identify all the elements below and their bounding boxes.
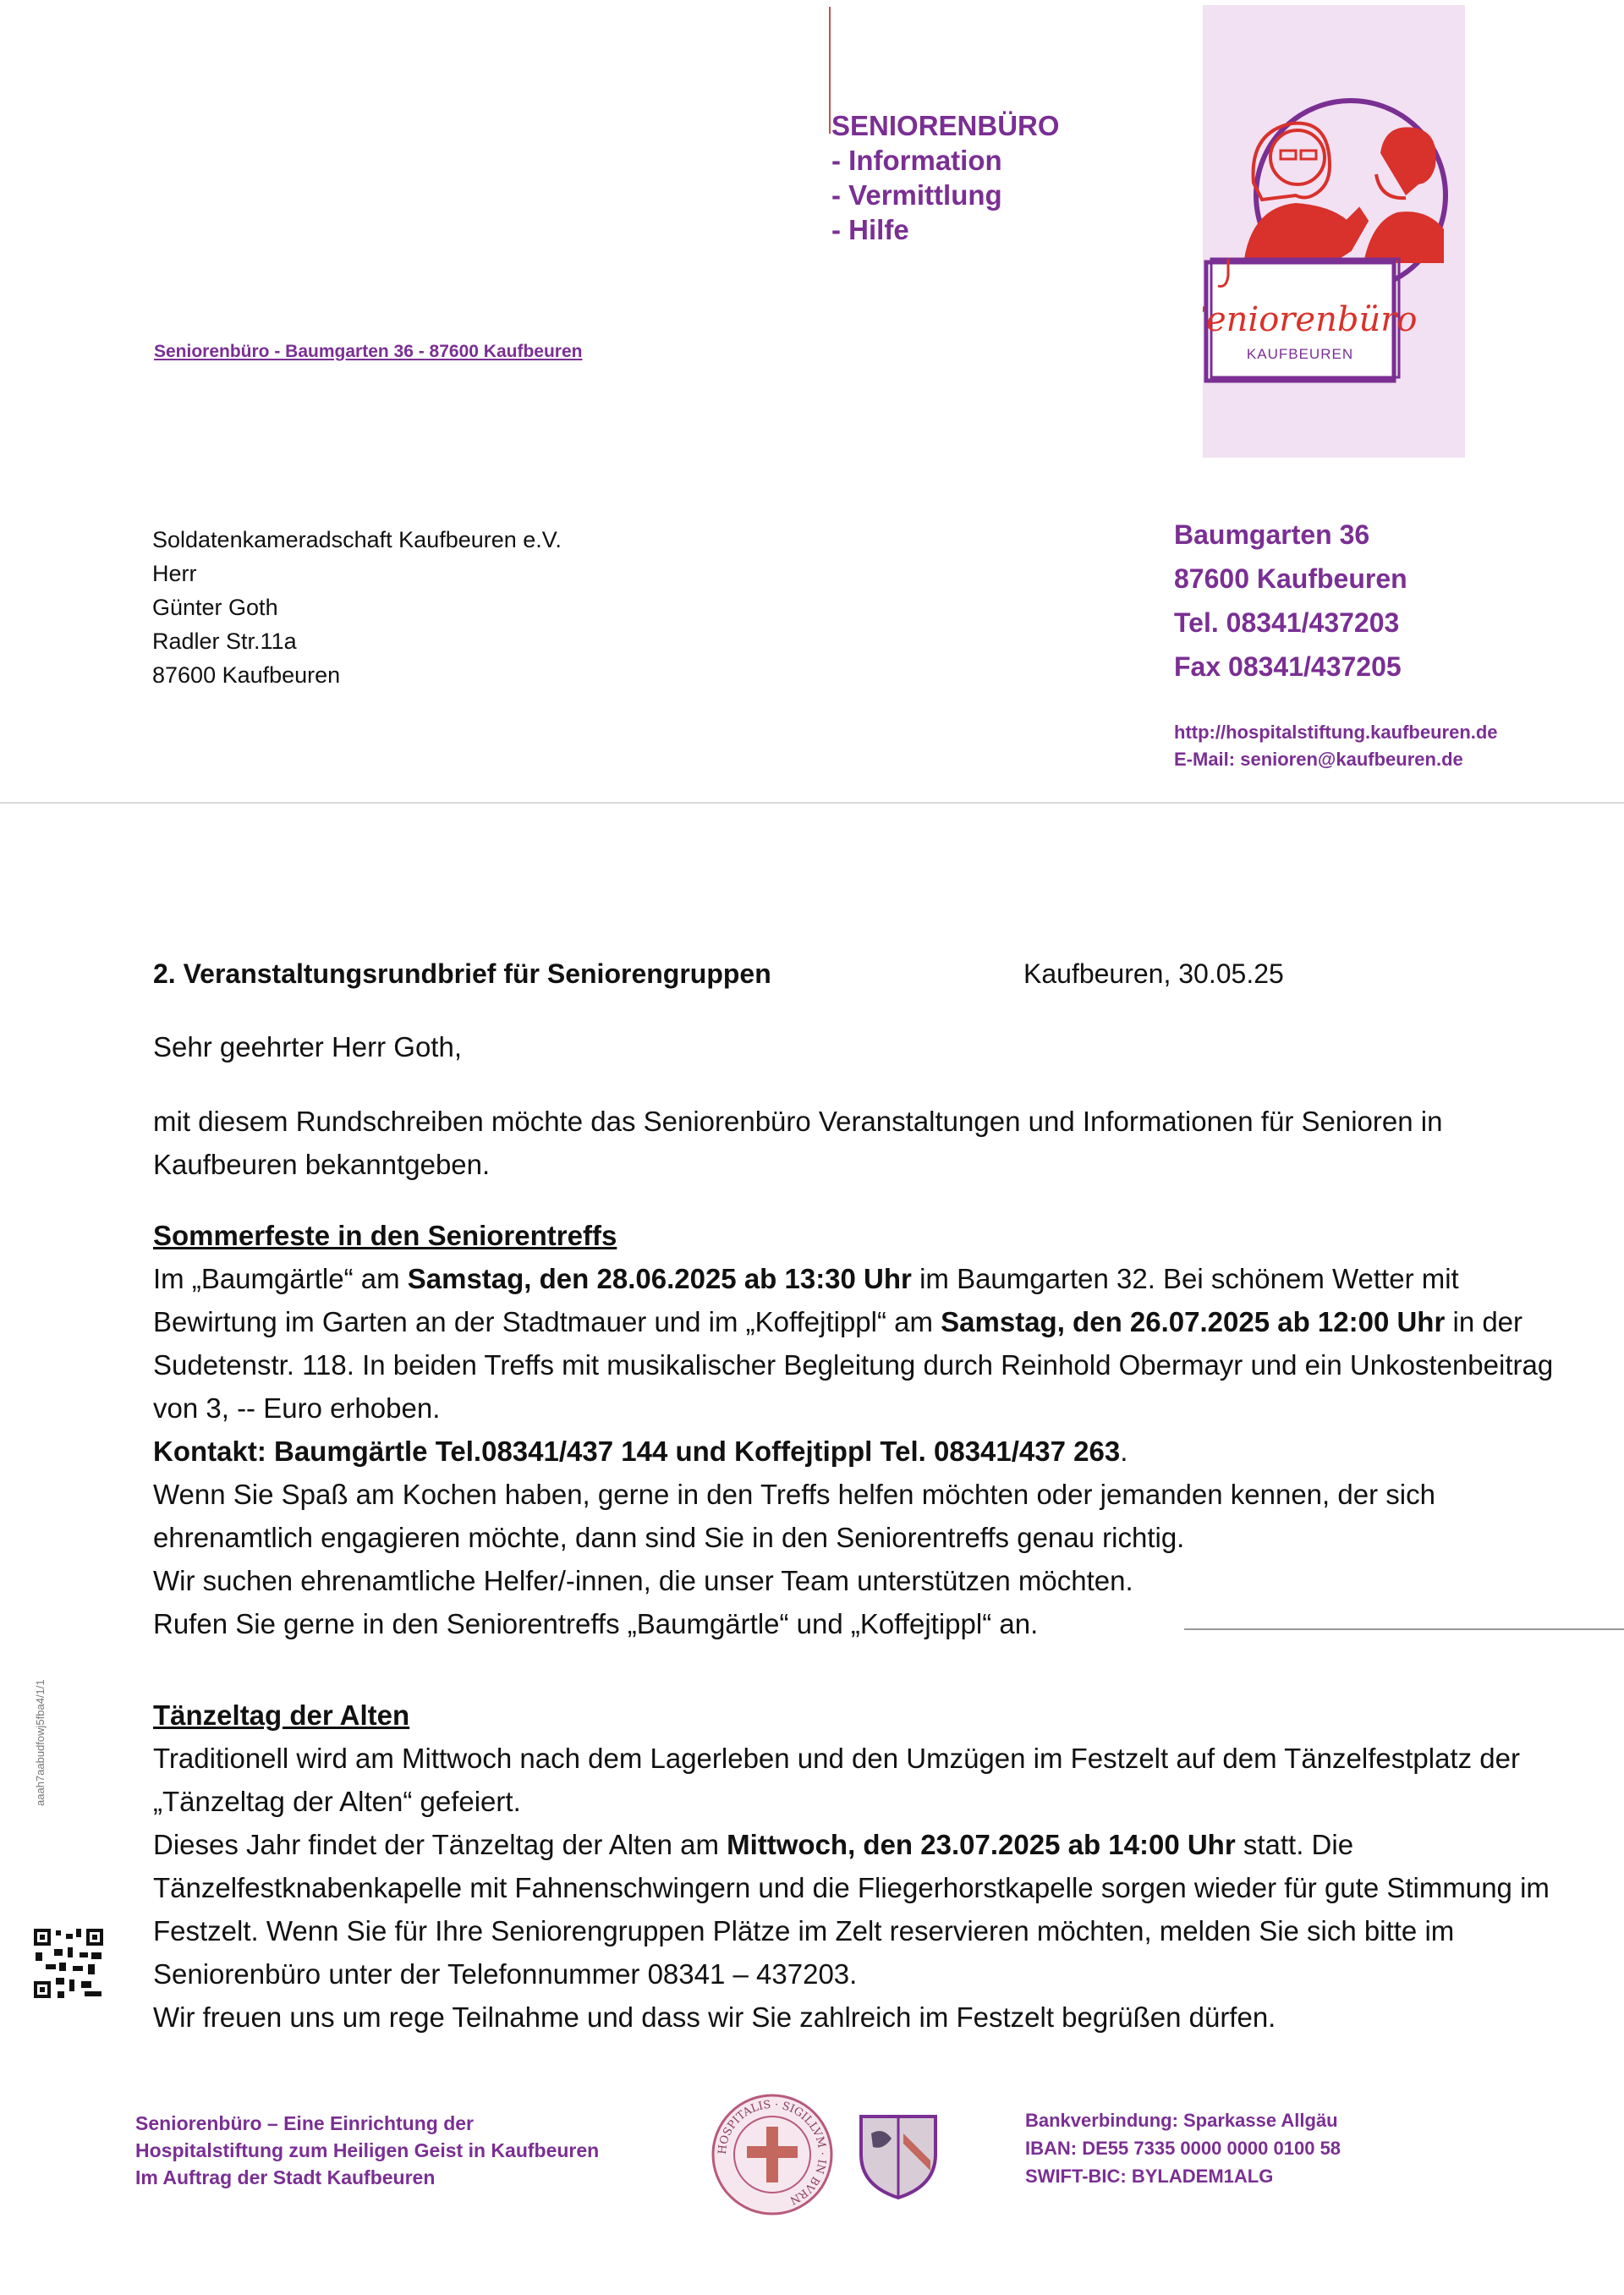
section-paragraph: Rufen Sie gerne in den Seniorentreffs „Baumgärtle“ und „Koffejtippl“ an. xyxy=(153,1608,1039,1639)
section-paragraph: Dieses Jahr findet der Tänzeltag der Alten am Mittwoch, den 23.07.2025 ab 14:00 Uhr statt. Die Tänzelfestknabenkapelle mit Fahnenschwingern und die Fliegerhorstkapelle sorgen wieder für gute Stimmung im Festzelt. Wenn Sie für Ihre Seniorengruppen Plätze im Zelt reservieren möchten, melden Sie sich bitte im Seniorenbüro unter der Telefonnummer 08341 – 437203. xyxy=(153,1829,1550,1990)
footer-line: Im Auftrag der Stadt Kaufbeuren xyxy=(135,2166,436,2188)
section-paragraph: Wenn Sie Spaß am Kochen haben, gerne in den Treffs helfen möchten oder jemanden kennen, der sich ehrenamtlich engagieren möchte, dann sind Sie in den Seniorentreffs genau richtig. xyxy=(153,1479,1435,1553)
contact-website: http://hospitalstiftung.kaufbeuren.de xyxy=(1174,722,1498,743)
letterhead-line-1: - Information xyxy=(831,145,1002,176)
recipient-line: Günter Goth xyxy=(152,595,278,620)
section-paragraph: Wir suchen ehrenamtliche Helfer/-innen, die unser Team unterstützen möchten. xyxy=(153,1565,1133,1596)
contact-block xyxy=(1174,513,1407,689)
intro-paragraph xyxy=(153,1100,1540,1186)
footer-bank-line: Bankverbindung: Sparkasse Allgäu xyxy=(1025,2110,1338,2131)
letterhead-divider xyxy=(829,7,831,134)
salutation-text: Sehr geehrter Herr Goth, xyxy=(153,1031,462,1062)
footer-organization xyxy=(135,2110,599,2191)
letterhead-text xyxy=(831,108,1060,247)
logo-subtext: KAUFBEUREN xyxy=(1246,346,1354,362)
qr-code-icon xyxy=(32,1927,105,2000)
sender-return-address: Seniorenbüro - Baumgarten 36 - 87600 Kaufbeuren xyxy=(154,342,583,361)
hospital-seal-icon xyxy=(709,2091,836,2222)
letter-subject: 2. Veranstaltungsrundbrief für Seniorengruppen xyxy=(153,958,771,989)
recipient-line: Radler Str.11a xyxy=(152,629,297,654)
intro-text: mit diesem Rundschreiben möchte das Seniorenbüro Veranstaltungen und Informationen für Senioren in Kaufbeuren bekanntgeben. xyxy=(153,1106,1443,1180)
section-paragraph: Traditionell wird am Mittwoch nach dem Lagerleben und den Umzügen im Festzelt auf dem Tänzelfestplatz der „Tänzeltag der Alten“ gefeiert. xyxy=(153,1743,1520,1817)
contact-fax: Fax 08341/437205 xyxy=(1174,651,1402,682)
section-sommerfeste xyxy=(153,1214,1574,1645)
letterhead-line-2: - Vermittlung xyxy=(831,179,1002,211)
section-paragraph: Wir freuen uns um rege Teilnahme und dass wir Sie zahlreich im Festzelt begrüßen dürfen. xyxy=(153,2001,1276,2033)
section-taenzeltag xyxy=(153,1694,1574,2039)
footer-line: Hospitalstiftung zum Heiligen Geist in Kaufbeuren xyxy=(135,2139,600,2161)
city-crest-icon xyxy=(854,2108,942,2205)
logo xyxy=(1203,5,1465,458)
contact-web-block xyxy=(1174,719,1498,773)
contact-email: E-Mail: senioren@kaufbeuren.de xyxy=(1174,749,1463,770)
section-paragraph: Im „Baumgärtle“ am Samstag, den 28.06.2025 ab 13:30 Uhr im Baumgarten 32. Bei schönem Wetter mit Bewirtung im Garten an der Stadtmauer und im „Koffejtippl“ am Samstag, den 26.07.2025 ab 12:00 Uhr in der Sudetenstr. 118. In beiden Treffs mit musikalischer Begleitung durch Reinhold Obermayr und ein Unkostenbeitrag von 3, -- Euro erhoben. xyxy=(153,1263,1554,1424)
footer-bank xyxy=(1025,2106,1341,2190)
recipient-line: Soldatenkameradschaft Kaufbeuren e.V. xyxy=(152,527,562,552)
logo-script-text: Seniorenbüro xyxy=(1203,300,1418,339)
fold-line-middle xyxy=(1184,1628,1624,1630)
side-code: aaah7aabudfowj5fba4/1/1 xyxy=(34,1679,47,1806)
seal-text: HOSPITALIS · SIGILLVM · IN BVRN xyxy=(716,2098,829,2207)
recipient-address xyxy=(152,523,562,692)
recipient-line: 87600 Kaufbeuren xyxy=(152,662,341,688)
contact-city: 87600 Kaufbeuren xyxy=(1174,563,1407,594)
recipient-line: Herr xyxy=(152,561,197,586)
letterhead-title: SENIORENBÜRO xyxy=(831,110,1060,141)
salutation xyxy=(153,1025,1591,1068)
seniorenbuero-logo-icon xyxy=(1203,5,1465,458)
section-heading: Tänzeltag der Alten xyxy=(153,1699,410,1731)
contact-street: Baumgarten 36 xyxy=(1174,519,1370,550)
letterhead-line-3: - Hilfe xyxy=(831,214,909,245)
letter-date: Kaufbeuren, 30.05.25 xyxy=(1023,958,1284,989)
fold-line-top xyxy=(0,802,1624,804)
footer-line: Seniorenbüro – Eine Einrichtung der xyxy=(135,2112,474,2134)
section-contact-line: Kontakt: Baumgärtle Tel.08341/437 144 und Koffejtippl Tel. 08341/437 263. xyxy=(153,1436,1128,1467)
section-heading: Sommerfeste in den Seniorentreffs xyxy=(153,1220,617,1251)
footer-bank-line: IBAN: DE55 7335 0000 0000 0100 58 xyxy=(1025,2138,1341,2159)
footer-bank-line: SWIFT-BIC: BYLADEM1ALG xyxy=(1025,2166,1274,2187)
contact-tel: Tel. 08341/437203 xyxy=(1174,607,1400,638)
